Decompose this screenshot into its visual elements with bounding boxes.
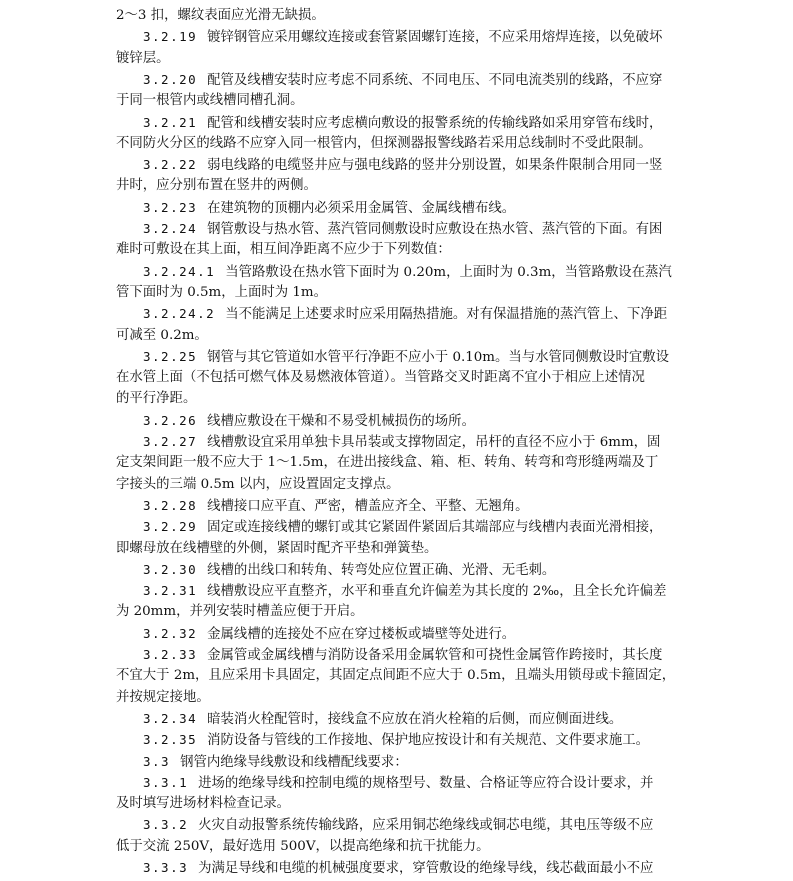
clause-line: [143, 25, 662, 49]
line-text: 线槽敷设应平直整齐，水平和垂直允许偏差为其长度的 2‰，且全长允许偏差: [207, 584, 667, 600]
line-text: 并按规定接地。: [116, 689, 210, 705]
line-text: 低于交流 250V，最好选用 500V，以提高绝缘和抗干扰能力。: [116, 838, 490, 854]
clause-number: 3.2.28: [143, 497, 198, 513]
clause-number: 3.3.2: [143, 817, 189, 833]
clause-number: 3.2.22: [143, 157, 198, 173]
line-text: 钢管与其它管道如水管平行净距不应小于 0.10m。当与水管同侧敷设时宜敷设: [207, 349, 670, 365]
line-text: 井时，应分别布置在竖井的两侧。: [116, 178, 317, 194]
line-text: 固定或连接线槽的螺钉或其它紧固件紧固后其端部应与线槽内表面光滑相接，: [207, 520, 663, 536]
clause-line: [143, 302, 667, 326]
clause-number: 3.3: [143, 753, 171, 769]
line-text: 镀锌钢管应采用螺纹连接或套管紧固螺钉连接，不应采用熔焊连接，以免破坏: [207, 30, 663, 46]
clause-line: [143, 856, 653, 880]
line-text: 在建筑物的顶棚内必须采用金属管、金属线槽布线。: [207, 200, 516, 216]
line-text: 暗装消火栓配管时，接线盒不应放在消火栓箱的后侧，而应侧面进线。: [207, 711, 623, 727]
line-text: 不宜大于 2m，且应采用卡具固定，其固定点间距不应大于 0.5m，且端头用锁母或卡箍固定，: [116, 668, 676, 684]
line-text: 金属线槽的连接处不应在穿过楼板或墙壁等处进行。: [207, 626, 516, 642]
line-text: 镀锌层。: [116, 50, 170, 66]
line-text: 钢管敷设与热水管、蒸汽管同侧敷设时应敷设在热水管、蒸汽管的下面。有困: [207, 222, 663, 237]
clause-number: 3.2.34: [143, 710, 198, 726]
line-text: 钢管内绝缘导线敷设和线槽配线要求：: [180, 754, 408, 770]
line-text: 火灾自动报警系统传输线路，应采用铜芯绝缘线或铜芯电缆，其电压等级不应: [198, 818, 654, 834]
clause-number: 3.2.19: [143, 29, 198, 45]
line-text: 管下面时为 0.5m，上面时为 1m。: [116, 284, 328, 300]
line-text: 弱电线路的电缆竖井应与强电线路的竖井分别设置，如果条件限制合用同一竖: [207, 158, 663, 174]
clause-number: 3.2.24.2: [143, 306, 216, 322]
line-text: 线槽的出线口和转角、转弯处应位置正确、光滑、无毛刺。: [207, 562, 556, 578]
line-text: 即螺母放在线槽壁的外侧，紧固时配齐平垫和弹簧垫。: [116, 540, 438, 556]
clause-number: 3.2.30: [143, 561, 198, 577]
line-text: 配管和线槽安装时应考虑横向敷设的报警系统的传输线路如采用穿管布线时，: [207, 115, 663, 131]
line-text: 金属管或金属线槽与消防设备采用金属软管和可挠性金属管作跨接时，其长度: [207, 648, 663, 663]
line-text: 2～3 扣，螺纹表面应光滑无缺损。: [116, 8, 325, 23]
line-text: 进场的绝缘导线和控制电缆的规格型号、数量、合格证等应符合设计要求，并: [198, 775, 654, 791]
line-text: 配管及线槽安装时应考虑不同系统、不同电压、不同电流类别的线路，不应穿: [207, 72, 663, 88]
line-text: 为满足导线和电缆的机械强度要求，穿管敷设的绝缘导线，线芯截面最小不应: [198, 861, 654, 876]
clause-number: 3.2.35: [143, 732, 198, 748]
line-text: 为 20mm，并列安装时槽盖应便于开启。: [116, 604, 364, 620]
line-text: 消防设备与管线的工作接地、保护地应按设计和有关规范、文件要求施工。: [207, 733, 650, 749]
line-text: 线槽应敷设在干燥和不易受机械损伤的场所。: [207, 413, 475, 429]
clause-number: 3.2.33: [143, 647, 198, 662]
clause-number: 3.3.1: [143, 774, 189, 790]
clause-number: 3.2.24.1: [143, 263, 216, 279]
line-text: 于同一根管内或线槽同槽孔洞。: [116, 93, 304, 109]
line-text: 难时可敷设在其上面，相互间净距离不应少于下列数值：: [116, 242, 451, 258]
line-text: 及时填写进场材料检查记录。: [116, 796, 291, 812]
clause-number: 3.2.32: [143, 625, 198, 641]
line-text: 不同防火分区的线路不应穿入同一根管内，但探测器报警线路若采用总线制时不受此限制。: [116, 135, 652, 151]
line-text: 字接头的三端 0.5m 以内，应设置固定支撑点。: [116, 476, 400, 492]
clause-number: 3.2.27: [143, 434, 198, 449]
line-text: 在水管上面（不包括可燃气体及易燃液体管道）。当管路交叉时距离不宜小于相应上述情况: [116, 370, 645, 386]
clause-number: 3.2.26: [143, 412, 198, 428]
line-text: 定支架间距一般不应大于 1～1.5m，在进出接线盒、箱、柜、转角、转弯和弯形缝两端及丁: [116, 455, 659, 471]
clause-number: 3.3.3: [143, 860, 189, 875]
clause-number: 3.2.29: [143, 519, 198, 535]
clause-number: 3.2.25: [143, 348, 198, 364]
line-text: 当管路敷设在热水管下面时为 0.20m，上面时为 0.3m，当管路敷设在蒸汽: [225, 264, 672, 280]
line-text: 线槽敷设宜采用单独卡具吊装或支撑物固定，吊杆的直径不应小于 6mm，固: [207, 435, 661, 450]
clause-number: 3.2.21: [143, 114, 198, 130]
clause-number: 3.2.20: [143, 71, 198, 87]
line-text: 可减至 0.2m。: [116, 327, 208, 343]
line-text: 的平行净距。: [116, 391, 197, 407]
clause-number: 3.2.31: [143, 583, 198, 599]
line-text: 线槽接口应平直、严密，槽盖应齐全、平整、无翘角。: [207, 498, 529, 514]
clause-number: 3.2.24: [143, 221, 198, 236]
line-text: 当不能满足上述要求时应采用隔热措施。对有保温措施的蒸汽管上、下净距: [225, 307, 668, 323]
clause-number: 3.2.23: [143, 199, 198, 215]
